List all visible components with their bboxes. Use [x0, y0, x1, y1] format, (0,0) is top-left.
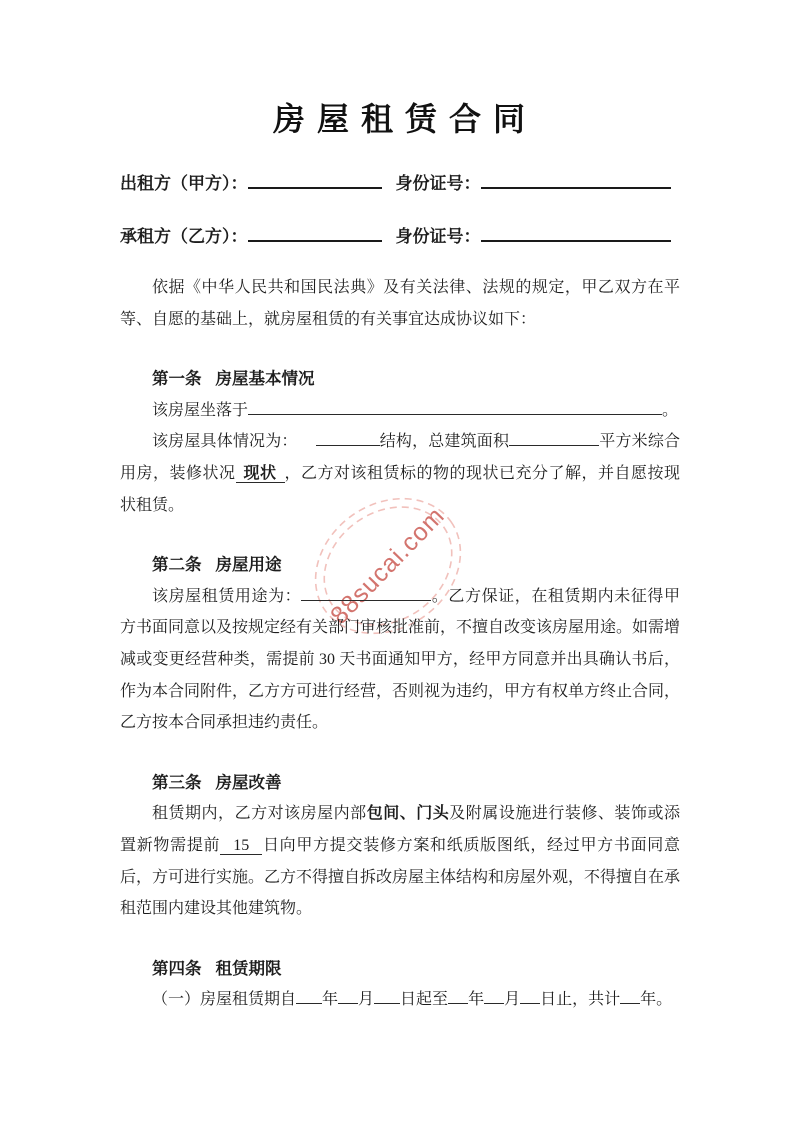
section-3-paragraph-1	[120, 798, 680, 924]
section-3-number: 第三条	[152, 772, 202, 792]
end-day-blank	[520, 985, 540, 1004]
section-3-title: 房屋改善	[215, 772, 282, 792]
text-run: 。	[662, 401, 679, 419]
text-run: 。乙方保证，在租赁期内未征得甲方书面同意以及按规定经有关部门审核批准前，不擅自改变该房屋用途。如需增减或变更经营种类，需提前 30 天书面通知甲方，经甲方同意并出具确认书后，作为本合同附件，乙方方可进行经营，否则视为违约，甲方有权单方终止合同，乙方按本合同承担违约责任。	[120, 587, 681, 732]
section-1	[120, 363, 680, 521]
section-4-number: 第四条	[152, 958, 202, 978]
section-2-number: 第二条	[152, 555, 202, 575]
text-run: 日向甲方提交装修方案和纸质版图纸，经过甲方书面同意后，方可进行实施。乙方不得擅自拆改房屋主体结构和房屋外观，不得擅自在承租范围内建设其他建筑物。	[120, 836, 681, 918]
text-run: （一）房屋租赁期自	[152, 991, 297, 1009]
text-run: 日起至	[400, 991, 449, 1009]
section-1-paragraph-1	[120, 395, 680, 427]
lessor-label: 出租方（甲方）：	[120, 174, 248, 193]
usage-blank	[301, 582, 431, 601]
area-blank	[509, 427, 599, 446]
emphasis-bold: 包间、门头	[366, 805, 450, 823]
text-run: 日止，共计	[540, 991, 621, 1009]
text-run: 该房屋具体情况为：	[152, 433, 298, 451]
section-3-heading	[120, 767, 680, 799]
section-4-heading	[120, 953, 680, 985]
watermark-text: 88sucai.com	[324, 501, 451, 630]
text-run: 租赁期内，乙方对该房屋内部	[152, 805, 367, 823]
text-run: 年	[322, 991, 339, 1009]
structure-blank	[316, 427, 380, 446]
section-1-heading	[120, 363, 680, 395]
text-run: 该房屋坐落于	[152, 401, 249, 419]
lessor-id-blank	[481, 168, 671, 189]
section-2-paragraph-1	[120, 581, 680, 739]
section-4-title: 租赁期限	[215, 958, 282, 978]
party-row-lessee	[120, 221, 680, 252]
section-2	[120, 549, 680, 739]
page-title: 房 屋 租 赁 合 同	[272, 101, 527, 137]
section-3	[120, 767, 680, 925]
section-4-paragraph-1	[120, 984, 680, 1016]
text-run: 月	[358, 991, 375, 1009]
text-run: 该房屋租赁用途为：	[152, 587, 302, 605]
notice-days-value: 15	[220, 837, 262, 855]
section-2-title: 房屋用途	[215, 555, 282, 575]
text-run: 月	[504, 991, 521, 1009]
section-1-paragraph-2	[120, 426, 680, 521]
end-year-blank	[448, 985, 468, 1004]
lessor-id-label: 身份证号：	[395, 174, 481, 193]
section-1-title: 房屋基本情况	[215, 369, 315, 389]
lessee-id-blank	[481, 221, 671, 242]
decoration-status-value: 现状	[236, 465, 285, 483]
start-month-blank	[338, 985, 358, 1004]
text-run: 平方米综合用房，装修状况	[120, 433, 680, 482]
section-2-heading	[120, 549, 680, 581]
text-run: 及附属设施进行装修、装饰或添置新物需提前	[120, 805, 680, 854]
text-run: 年。	[640, 991, 673, 1009]
preamble-paragraph: 依据《中华人民共和国民法典》及有关法律、法规的规定，甲乙双方在平等、自愿的基础上，就房屋租赁的有关事宜达成协议如下：	[120, 279, 680, 328]
section-4	[120, 953, 680, 1016]
text-run: ，乙方对该租赁标的物的现状已充分了解，并自愿按现状租赁。	[120, 464, 680, 514]
section-1-number: 第一条	[152, 369, 202, 389]
address-blank	[248, 396, 662, 415]
start-day-blank	[374, 985, 400, 1004]
lessor-name-blank	[248, 168, 382, 189]
party-row-lessor	[120, 168, 680, 199]
lessee-id-label: 身份证号：	[395, 227, 481, 246]
text-run: 年	[468, 991, 485, 1009]
start-year-blank	[296, 985, 322, 1004]
lessee-label: 承租方（乙方）：	[120, 227, 248, 246]
text-run: 结构，总建筑面积	[379, 433, 510, 451]
lessee-name-blank	[248, 221, 382, 242]
end-month-blank	[484, 985, 504, 1004]
total-years-blank	[620, 985, 640, 1004]
